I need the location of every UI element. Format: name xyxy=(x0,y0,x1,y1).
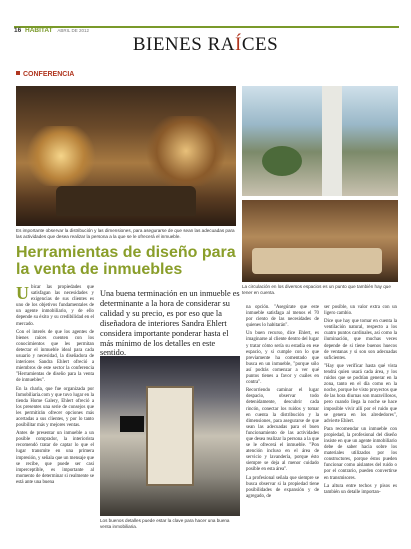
article-intro: Una buena terminación en un inmueble es determinante a la hora de considerar su calidad y su precio, es por eso que la diseñadora de interiores Sandra Ehlert considera importante ponderar hasta el más mínimo de los detalles en este sentido. xyxy=(100,289,240,358)
photo-living-room xyxy=(16,86,236,226)
article-column-1 xyxy=(16,285,94,488)
paragraph: La altura entre techos y pisos es también un detalle importan- xyxy=(324,483,397,495)
paragraph: Para recomendar un inmueble con propiedad, la profesional del diseño insiste en que un agente inmobiliario debe de saber hacia sobre los materiales utilizados por los constructores, porque éstos pueden funcionar como aislantes del ruido o por el contrario, pueden convertirse en transmisores. xyxy=(324,426,397,481)
paragraph: Con el interés de que los agentes de bienes raíces cuenten con los conocimientos que les permitan detectar el inmueble ideal para cada usuario y necesidad, la diseñadora de interiores Sandra Ehlert ofreció a miembros de este sector la conferencia "Herramientas de diseño para la venta de inmuebles". xyxy=(16,329,94,384)
paragraph: Dice que hay que tomar en cuenta la ventilación natural, respecto a los cuatro puntos cardinales, así como la iluminación, que muchas veces depende de si tiene buenos huecos de ventanas y si son son adecuadas suficientes. xyxy=(324,319,397,361)
folio xyxy=(14,27,89,34)
article-column-4 xyxy=(324,305,397,498)
paragraph: Antes de presentar un inmueble a un posible comprador, la interiorista recomendó tratar de captar lo que el lugar transmite en una primera impresión, y señala que un mensaje que se recibe, que puede ser casi imperceptible, es importante al momento de determinar si realmente se está ante una buena xyxy=(16,431,94,485)
section-title-accent: Í xyxy=(234,34,242,55)
paragraph: na opción. "Asegúrate que este inmueble satisfaga al menos el 70 por ciento de las necesidades de quienes lo habitarán". xyxy=(246,305,319,329)
article-headline: Herramientas de diseño para la venta de inmuebles xyxy=(16,244,236,278)
paragraph: La profesional señala que siempre se busca observar si la propiedad tiene posibilidades de expansión y de agregado, de xyxy=(246,475,319,499)
rubric: CONFERENCIA xyxy=(16,71,74,78)
photo-hallway xyxy=(100,356,240,516)
paragraph: Un buen recurso, dice Ehlert, es imaginarse al cliente dentro del lugar y tratar cómo sería su estadía en ese espacio, y si cumple con lo que previamente ha comentado que busca en un inmueble, "porque sólo así podrás comenzar a ver qué puntos tienes a favor y cuáles en contra". xyxy=(246,331,319,386)
paragraph: "Hay que verificar hasta qué vista tendrá quien usará cada área, y los ruidos que se podrían generar en la zona, tanto en el día como en la noche, porque he visto proyectos que de las hora diurnas son maravillosos, pero cuando llega la noche se hace imposible vivir allí por el ruido que se genera en los alrededores", advierte Ehlert. xyxy=(324,363,397,424)
page-number: 16 xyxy=(14,27,22,34)
paragraph: ser posible, un valor extra con un ligero cambio. xyxy=(324,305,397,317)
magazine-name: HABITAT xyxy=(25,27,53,34)
issue-date: ABRIL DE 2012 xyxy=(57,28,90,33)
paragraph: En la charla, que fue organizada por Inmobiliaria.com y que tuvo lugar en la tienda Home Galery, Ehlert ofreció a los presentes una serie de consejos que les permitirán ofrecer opciones más acertadas a sus clientes, y por lo tanto posibilitar más y mejores ventas. xyxy=(16,386,94,429)
photo-lounge xyxy=(242,200,398,282)
paragraph: Recorriendo caminar el lugar despacio, observar todo detenidamente, descubrir cada rincón, conectar los ruidos y tomar en cuenta la distribución y la dimensiones, para asegurarse de que sean las adecuadas para el buen funcionamiento de las actividades que desea realizar la persona a la que se le ofrecerá el inmueble. "Pon atención incluso en el área de servicio y lavandería, porque ésto siempre se deja al menor cuidado posible en esta área". xyxy=(246,388,319,473)
caption-living-room: Es importante observar la distribución y las dimensiones, para asegurarse de que sean las adecuadas para las actividades que desea realizar la persona a la que se le ofrecerá el inmueble. xyxy=(16,228,235,239)
paragraph: Ubicar las propiedades que satisfagan las necesidades y exigencias de sus clientes es uno de los objetivos fundamentales de un agente inmobiliario, y de ello depende su éxito y su credibilidad en el mercado. xyxy=(16,283,94,327)
photo-balcony xyxy=(242,86,398,196)
section-title: BIENES RAÍCES xyxy=(132,34,279,55)
article-column-3 xyxy=(246,305,319,502)
drop-cap: U xyxy=(16,283,29,303)
rubric-marker-icon xyxy=(16,71,20,75)
caption-lounge: La circulación en los diversos espacios es un punto que también hay que tener en cuenta. xyxy=(242,284,391,295)
caption-hallway: Los buenos detalles puede estar la clave para hacer una buena venta inmobiliaria. xyxy=(100,518,230,529)
